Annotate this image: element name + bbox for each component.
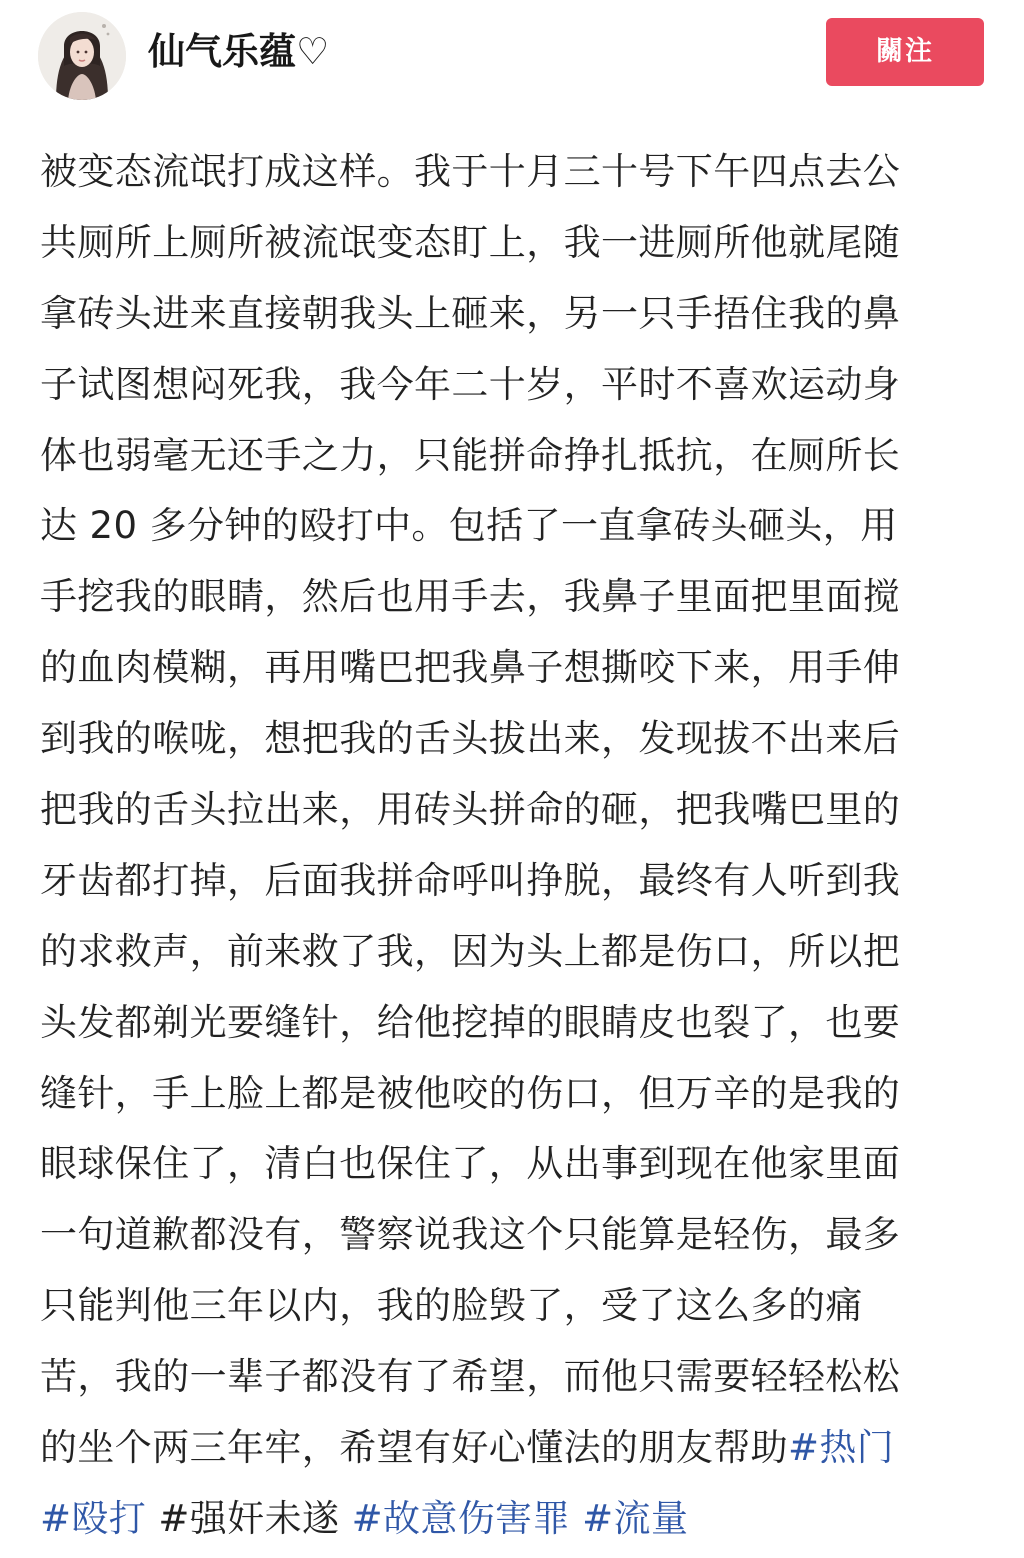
post-text-line: 头发都剃光要缝针，给他挖掉的眼睛皮也裂了，也要 xyxy=(40,1000,901,1044)
post-text-line: 体也弱毫无还手之力，只能拼命挣扎抵抗，在厕所长 xyxy=(40,433,901,477)
post-text-line: 子试图想闷死我，我今年二十岁，平时不喜欢运动身 xyxy=(40,362,901,406)
post-header xyxy=(0,0,1024,110)
post-text-line: 牙齿都打掉，后面我拼命呼叫挣脱，最终有人听到我 xyxy=(40,858,901,902)
post-body xyxy=(40,137,980,1555)
post-text-line: 达 20 多分钟的殴打中。包括了一直拿砖头砸头，用 xyxy=(40,504,898,548)
hashtag-plain-attempted: #强奸未遂 xyxy=(158,1496,340,1540)
hashtag-link-injury[interactable]: #故意伤害罪 xyxy=(351,1496,570,1540)
post-text-line-with-hashtag xyxy=(40,1413,980,1484)
post-text-line: 的求救声，前来救了我，因为头上都是伤口，所以把 xyxy=(40,929,901,973)
post-text-line: 把我的舌头拉出来，用砖头拼命的砸，把我嘴巴里的 xyxy=(40,788,901,832)
post-text-line: 眼球保住了，清白也保住了，从出事到现在他家里面 xyxy=(40,1142,901,1186)
user-avatar[interactable] xyxy=(38,12,126,100)
follow-button[interactable]: 關注 xyxy=(826,18,984,86)
post-text-line: 到我的喉咙，想把我的舌头拔出来，发现拔不出来后 xyxy=(40,717,901,761)
post-text-line: 拿砖头进来直接朝我头上砸来，另一只手捂住我的鼻 xyxy=(40,291,901,335)
username[interactable]: 仙气乐蕴♡ xyxy=(148,30,330,73)
post-text-line: 缝针，手上脸上都是被他咬的伤口，但万辛的是我的 xyxy=(40,1071,901,1115)
post-text-line: 手挖我的眼睛，然后也用手去，我鼻子里面把里面搅 xyxy=(40,575,901,619)
post-text-line: 共厕所上厕所被流氓变态盯上，我一进厕所他就尾随 xyxy=(40,220,901,264)
post-text-line: 苦，我的一辈子都没有了希望，而他只需要轻轻松松 xyxy=(40,1355,901,1399)
post-text-line: 被变态流氓打成这样。我于十月三十号下午四点去公 xyxy=(40,150,901,193)
hashtag-link-traffic[interactable]: #流量 xyxy=(582,1496,689,1540)
post-text-line: 一句道歉都没有，警察说我这个只能算是轻伤，最多 xyxy=(40,1213,901,1257)
hashtag-link-beating[interactable]: #殴打 xyxy=(40,1496,147,1540)
hashtag-row xyxy=(40,1484,980,1555)
hashtag-link-hot[interactable]: #热门 xyxy=(788,1426,895,1470)
post-text-line: 的血肉模糊，再用嘴巴把我鼻子想撕咬下来，用手伸 xyxy=(40,646,901,690)
avatar-illustration-icon xyxy=(38,12,126,100)
post-text-line: 只能判他三年以内，我的脸毁了，受了这么多的痛 xyxy=(40,1284,863,1328)
post-text-segment: 的坐个两三年牢，希望有好心懂法的朋友帮助 xyxy=(40,1426,788,1470)
